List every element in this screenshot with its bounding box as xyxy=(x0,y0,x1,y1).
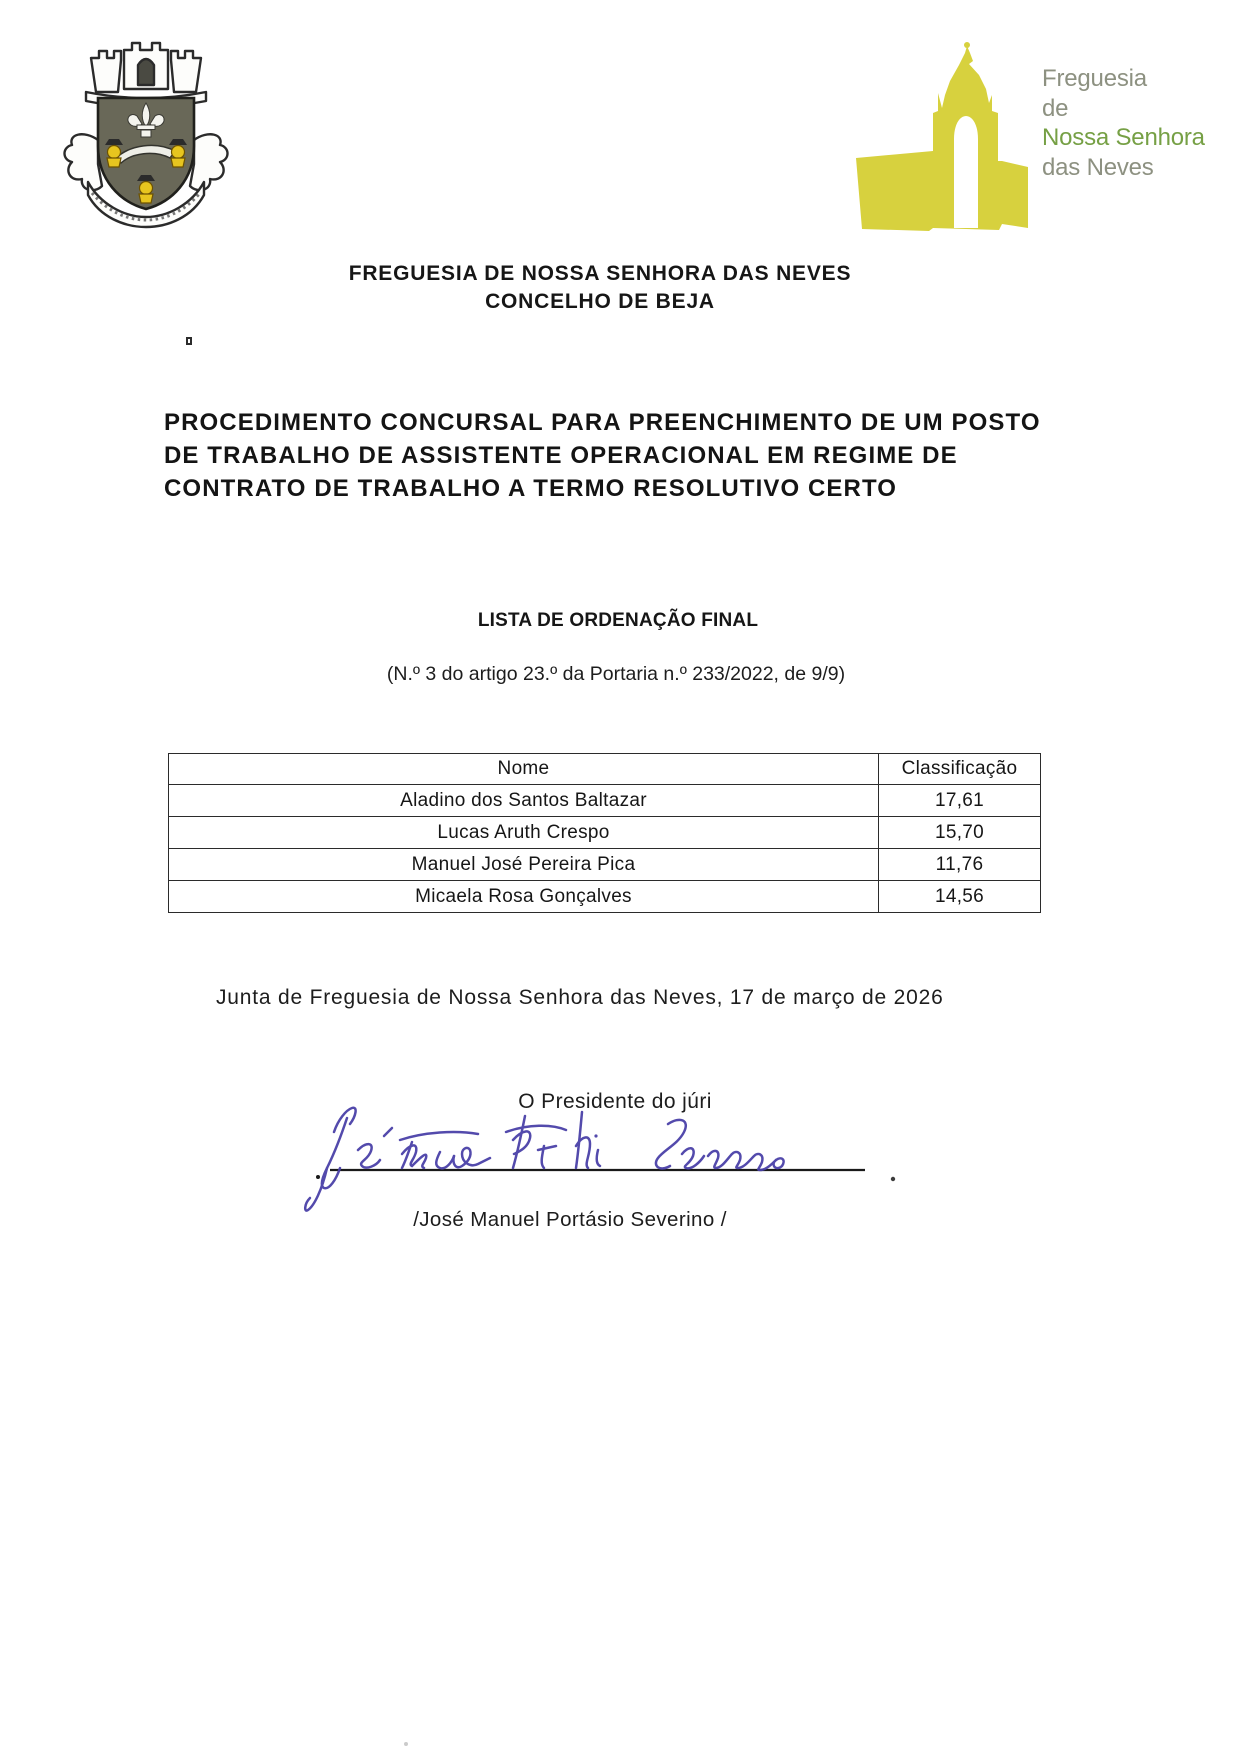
column-header-classificacao: Classificação xyxy=(879,754,1041,785)
candidate-score: 17,61 xyxy=(879,785,1041,817)
logo-word-line: das Neves xyxy=(1042,153,1154,181)
logo-word-line: Freguesia xyxy=(1042,65,1147,92)
candidate-score: 14,56 xyxy=(879,881,1041,913)
candidate-name: Micaela Rosa Gonçalves xyxy=(169,881,879,913)
signature-ink-strokes xyxy=(305,1108,783,1211)
logo-word-line: de xyxy=(1042,94,1069,122)
table-row xyxy=(169,817,1041,849)
place-date-line: Junta de Freguesia de Nossa Senhora das Neves, 17 de março de 2026 xyxy=(216,986,944,1009)
logo-wordmark xyxy=(1042,64,1205,182)
church-logo-icon xyxy=(853,40,1031,234)
candidate-score: 11,76 xyxy=(879,849,1041,881)
table-row xyxy=(169,785,1041,817)
signer-printed-name: /José Manuel Portásio Severino / xyxy=(413,1208,727,1231)
title-line: DE TRABALHO DE ASSISTENTE OPERACIONAL EM REGIME DE xyxy=(164,442,958,469)
document-title xyxy=(164,406,1041,505)
org-name: FREGUESIA DE NOSSA SENHORA DAS NEVES xyxy=(348,262,852,285)
scan-artifact-mark xyxy=(186,337,192,345)
candidate-name: Manuel José Pereira Pica xyxy=(169,849,879,881)
org-municipality: CONCELHO DE BEJA xyxy=(485,290,715,313)
scan-dot-artifact xyxy=(404,1742,408,1746)
org-header xyxy=(0,260,1200,316)
column-header-nome: Nome xyxy=(169,754,879,785)
candidate-name: Aladino dos Santos Baltazar xyxy=(169,785,879,817)
logo-word-line: Nossa Senhora xyxy=(1042,124,1205,151)
signer-role: O Presidente do júri xyxy=(518,1090,712,1113)
handwritten-signature xyxy=(300,1102,920,1224)
candidate-score: 15,70 xyxy=(879,817,1041,849)
coat-of-arms-emblem xyxy=(58,38,234,230)
table-row xyxy=(169,881,1041,913)
title-line: CONTRATO DE TRABALHO A TERMO RESOLUTIVO CERTO xyxy=(164,475,898,502)
candidate-name: Lucas Aruth Crespo xyxy=(169,817,879,849)
legal-reference: (N.º 3 do artigo 23.º da Portaria n.º 233/2022, de 9/9) xyxy=(386,663,846,685)
ranking-table xyxy=(168,753,1041,913)
list-subtitle: LISTA DE ORDENAÇÃO FINAL xyxy=(477,610,759,631)
table-row xyxy=(169,849,1041,881)
title-line: PROCEDIMENTO CONCURSAL PARA PREENCHIMENTO DE UM POSTO xyxy=(164,409,1041,436)
table-header-row xyxy=(169,754,1041,785)
